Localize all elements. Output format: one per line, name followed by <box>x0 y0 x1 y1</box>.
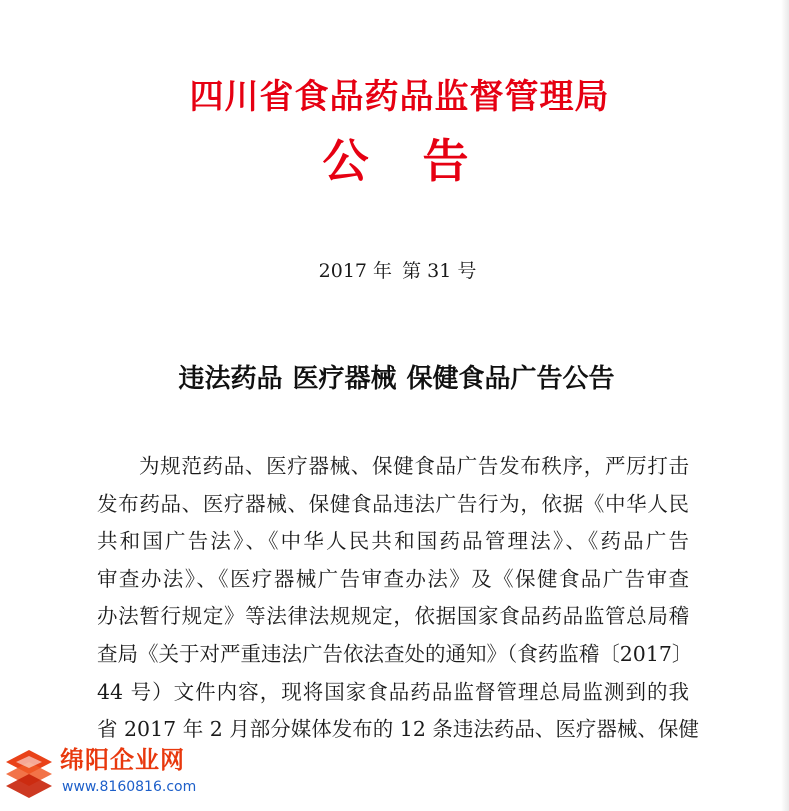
announcement-title <box>0 366 789 392</box>
page-edge-shadow <box>781 0 789 811</box>
body-line: 发布药品、医疗器械、保健食品违法广告行为，依据《中华人民 <box>97 491 689 516</box>
body-line: 省 2017 年 2 月部分媒体发布的 12 条违法药品、医疗器械、保健 <box>97 717 699 742</box>
body-line: 审查办法》、《医疗器械广告审查办法》及《保健食品广告审查 <box>97 566 689 591</box>
body-line: 查局《关于对严重违法广告依法查处的通知》（食药监稽〔2017〕 <box>97 641 693 666</box>
watermark-logo-icon <box>4 748 54 800</box>
document-type-heading <box>0 134 789 188</box>
body-line: 共和国广告法》、《中华人民共和国药品管理法》、《药品广告 <box>97 529 689 554</box>
watermark-site-name: 绵阳企业网 <box>60 746 185 774</box>
document-number <box>0 262 789 281</box>
body-line: 44 号）文件内容，现将国家食品药品监督管理总局监测到的我 <box>97 679 689 704</box>
body-line: 办法暂行规定》等法律法规规定，依据国家食品药品监管总局稽 <box>97 604 689 629</box>
watermark-site-url: www.8160816.com <box>62 779 197 795</box>
title-part-foods: 保健食品广告公告 <box>406 364 615 394</box>
announcement-body <box>97 448 699 749</box>
site-watermark <box>4 744 244 806</box>
title-part-drugs: 违法药品 <box>178 364 283 394</box>
title-part-devices: 医疗器械 <box>292 364 397 394</box>
body-line: 为规范药品、医疗器械、保健食品广告发布秩序，严厉打击 <box>139 454 689 478</box>
document-type-char-2: 告 <box>422 134 471 188</box>
document-year: 2017 年 <box>318 260 393 282</box>
issuing-authority-name: 四川省食品药品监督管理局 <box>189 77 610 117</box>
document-type-char-1: 公 <box>322 134 371 188</box>
document-serial: 第 31 号 <box>402 260 477 282</box>
